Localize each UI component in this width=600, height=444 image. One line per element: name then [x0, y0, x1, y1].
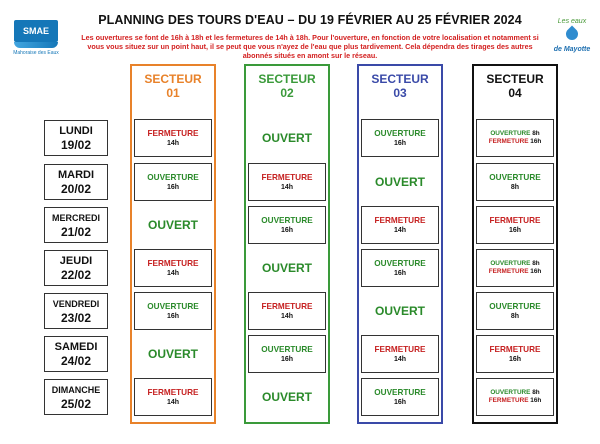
day-wednesday: MERCREDI 21/02 — [44, 207, 108, 243]
cell-s3-tuesday: OUVERT — [374, 175, 425, 189]
cell-s1-friday: OUVERTURE 16h — [134, 292, 212, 330]
sector-03-header: SECTEUR 03 — [371, 72, 429, 100]
logo-line-1: Les eaux — [557, 18, 587, 25]
day-thursday: JEUDI 22/02 — [44, 250, 108, 286]
cell-s3-monday: OUVERTURE 16h — [361, 119, 439, 157]
smae-logo-text: SMAE — [14, 20, 58, 42]
cell-s3-saturday: FERMETURE 14h — [361, 335, 439, 373]
cell-s3-thursday: OUVERTURE 16h — [361, 249, 439, 287]
cell-s4-friday: OUVERTURE 8h — [476, 292, 554, 330]
cell-s2-thursday: OUVERT — [261, 261, 312, 275]
cell-s2-monday: OUVERT — [261, 131, 312, 145]
wave-icon — [14, 42, 58, 48]
cell-s3-wednesday: FERMETURE 14h — [361, 206, 439, 244]
sector-02-header: SECTEUR 02 — [258, 72, 316, 100]
day-sunday: DIMANCHE 25/02 — [44, 379, 108, 415]
water-drop-icon — [563, 28, 581, 44]
cell-s4-thursday: OUVERTURE 8h FERMETURE 16h — [476, 249, 554, 287]
cell-s3-sunday: OUVERTURE 16h — [361, 378, 439, 416]
cell-s4-saturday: FERMETURE 16h — [476, 335, 554, 373]
logo-line-2: de — [553, 46, 562, 53]
cell-s2-wednesday: OUVERTURE 16h — [248, 206, 326, 244]
day-tuesday: MARDI 20/02 — [44, 164, 108, 200]
day-friday: VENDREDI 23/02 — [44, 293, 108, 329]
cell-s2-friday: FERMETURE 14h — [248, 292, 326, 330]
sector-04-header: SECTEUR 04 — [486, 72, 544, 100]
cell-s1-monday: FERMETURE 14h — [134, 119, 212, 157]
cell-s1-wednesday: OUVERT — [147, 218, 198, 232]
page-title: PLANNING DES TOURS D'EAU – DU 19 FÉVRIER AU 25 FÉVRIER 2024 — [98, 13, 522, 27]
cell-s4-tuesday: OUVERTURE 8h — [476, 163, 554, 201]
cell-s4-wednesday: FERMETURE 16h — [476, 206, 554, 244]
eaux-de-mayotte-logo — [546, 18, 598, 64]
cell-s1-saturday: OUVERT — [147, 347, 198, 361]
cell-s1-sunday: FERMETURE 14h — [134, 378, 212, 416]
sector-01-header: SECTEUR 01 — [144, 72, 202, 100]
smae-logo — [8, 20, 66, 64]
cell-s1-thursday: FERMETURE 14h — [134, 249, 212, 287]
cell-s2-tuesday: FERMETURE 14h — [248, 163, 326, 201]
schedule-note: Les ouvertures se font de 16h à 18h et les fermetures de 14h à 18h. Pour l'ouverture, en fonction de votre localisation et notamment si vous vous situez sur un point haut, il se peut que vous n'ayez de l'eau que plus tardivement. Cela dépendra des tirages des autres abonnés situés en amont sur le réseau. — [81, 33, 539, 60]
cell-s1-tuesday: OUVERTURE 16h — [134, 163, 212, 201]
smae-logo-tagline: Mahoraise des Eaux — [13, 50, 59, 56]
cell-s4-monday: OUVERTURE 8h FERMETURE 16h — [476, 119, 554, 157]
logo-line-3: Mayotte — [563, 46, 591, 53]
day-saturday: SAMEDI 24/02 — [44, 336, 108, 372]
cell-s2-saturday: OUVERTURE 16h — [248, 335, 326, 373]
day-monday: LUNDI 19/02 — [44, 120, 108, 156]
cell-s2-sunday: OUVERT — [261, 390, 312, 404]
cell-s4-sunday: OUVERTURE 8h FERMETURE 16h — [476, 378, 554, 416]
cell-s3-friday: OUVERT — [374, 304, 425, 318]
